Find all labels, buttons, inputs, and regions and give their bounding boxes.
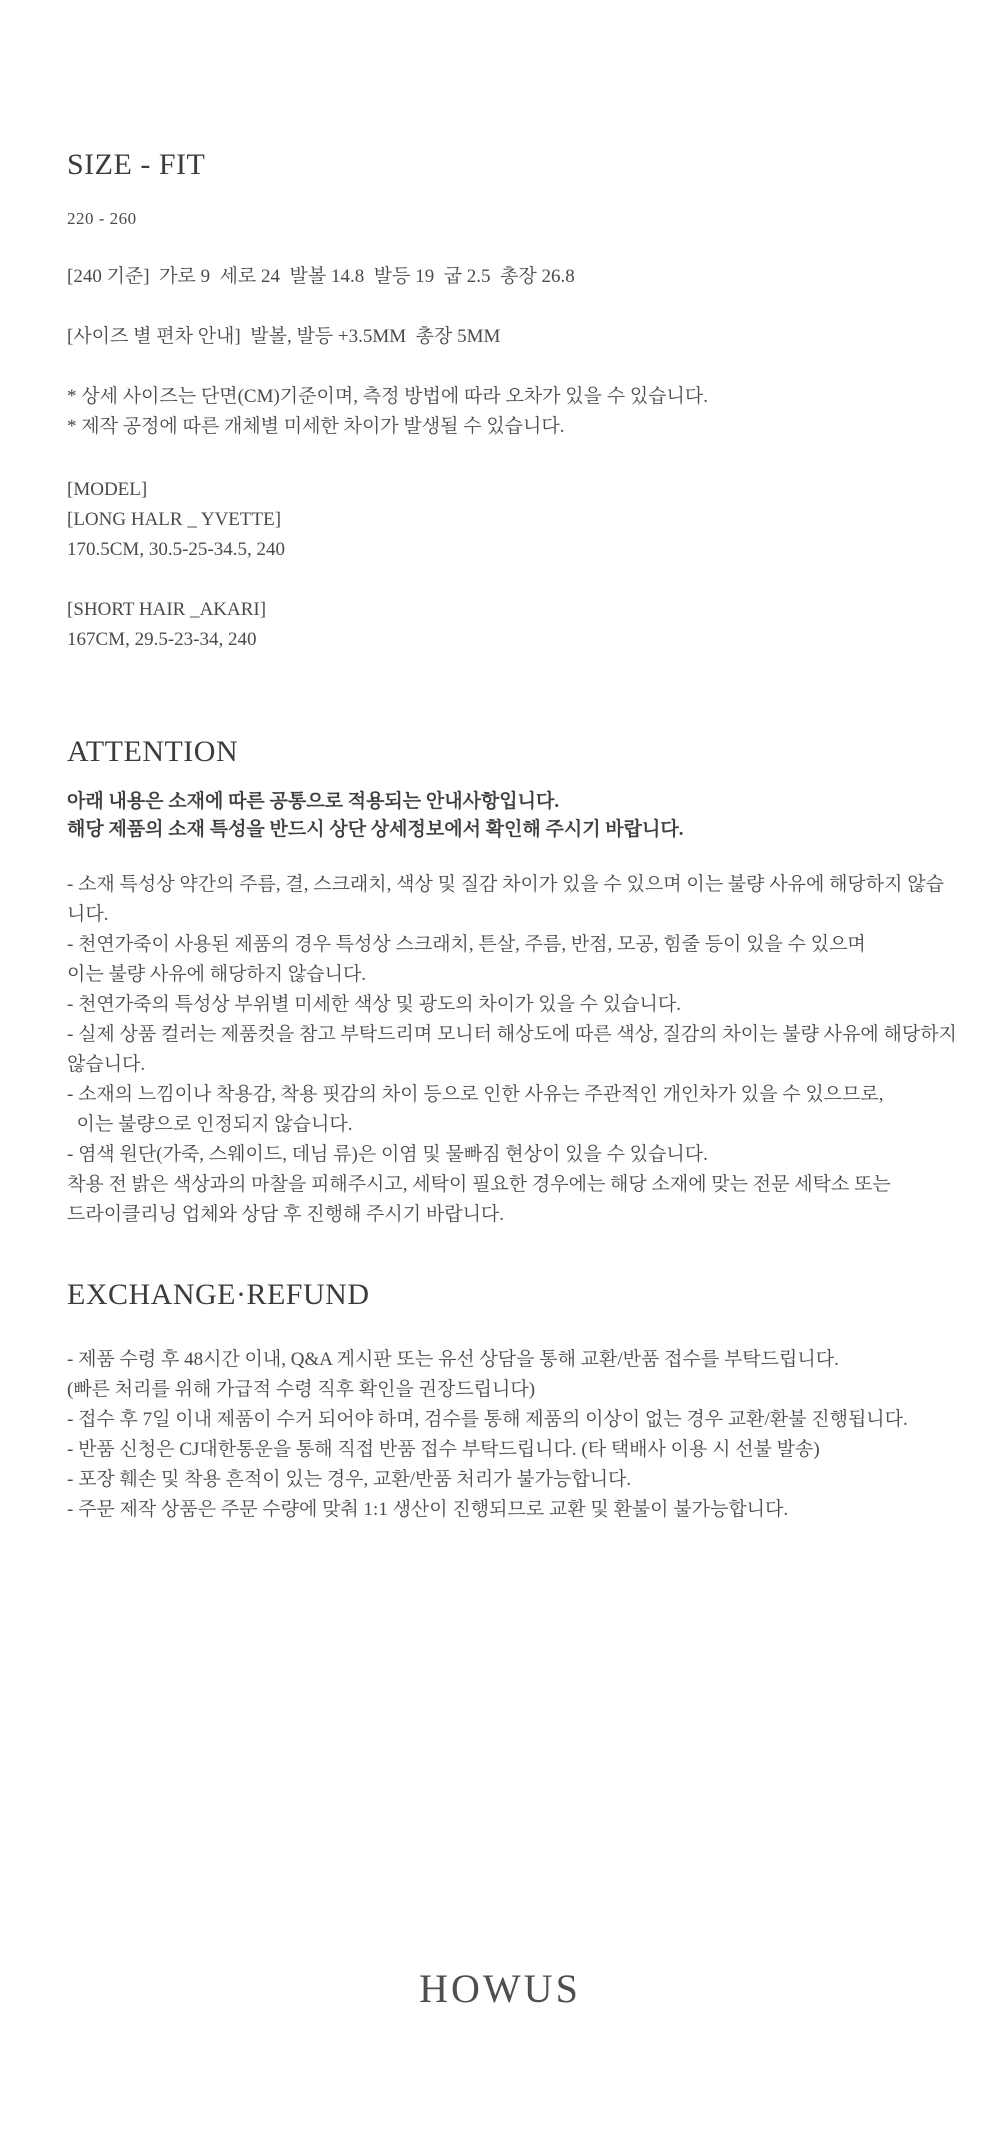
model-name: [LONG HALR _ YVETTE] <box>67 509 282 530</box>
attention-item: 이는 불량으로 인정되지 않습니다. <box>67 1114 353 1135</box>
size-note: * 제작 공정에 따른 개체별 미세한 차이가 발생될 수 있습니다. <box>67 416 565 437</box>
exchange-refund-item: - 접수 후 7일 이내 제품이 수거 되어야 하며, 검수를 통해 제품의 이상이 없는 경우 교환/환불 진행됩니다. <box>67 1409 908 1430</box>
exchange-refund-item: - 주문 제작 상품은 주문 수량에 맞춰 1:1 생산이 진행되므로 교환 및 환불이 불가능합니다. <box>67 1499 789 1520</box>
attention-item: - 소재의 느낌이나 착용감, 착용 핏감의 차이 등으로 인한 사유는 주관적인 개인차가 있을 수 있으므로, <box>67 1084 884 1105</box>
attention-intro <box>67 788 960 844</box>
model-info-short-hair <box>67 595 960 655</box>
measurement-line: [240 기준] 가로 9 세로 24 발볼 14.8 발등 19 굽 2.5 총장 26.8 <box>67 266 575 287</box>
attention-item: - 소재 특성상 약간의 주름, 결, 스크래치, 색상 및 질감 차이가 있을 수 있으며 이는 불량 사유에 해당하지 않습니다. <box>67 874 944 925</box>
attention-intro-line: 해당 제품의 소재 특성을 반드시 상단 상세정보에서 확인해 주시기 바랍니다. <box>67 819 684 840</box>
size-range: 220 - 260 <box>67 209 137 228</box>
attention-section <box>0 735 1000 1230</box>
model-label: [MODEL] <box>67 479 148 500</box>
brand-logo: HOWUS <box>419 1966 581 2011</box>
attention-item: - 실제 상품 컬러는 제품컷을 참고 부탁드리며 모니터 해상도에 따른 색상, 질감의 차이는 불량 사유에 해당하지 않습니다. <box>67 1024 962 1075</box>
model-name: [SHORT HAIR _AKARI] <box>67 599 267 620</box>
exchange-refund-item: - 포장 훼손 및 착용 흔적이 있는 경우, 교환/반품 처리가 불가능합니다. <box>67 1469 632 1490</box>
attention-heading: ATTENTION <box>67 735 239 768</box>
model-info-long-hair <box>67 475 960 565</box>
exchange-refund-section <box>0 1278 1000 1525</box>
model-spec: 170.5CM, 30.5-25-34.5, 240 <box>67 539 285 560</box>
size-fit-section <box>0 148 1000 655</box>
exchange-refund-item: - 반품 신청은 CJ대한통운을 통해 직접 반품 접수 부탁드립니다. (타 택배사 이용 시 선불 발송) <box>67 1439 820 1460</box>
size-fit-heading: SIZE - FIT <box>67 148 206 181</box>
attention-item: 이는 불량 사유에 해당하지 않습니다. <box>67 964 367 985</box>
exchange-refund-item: - 제품 수령 후 48시간 이내, Q&A 게시판 또는 유선 상담을 통해 교환/반품 접수를 부탁드립니다. <box>67 1349 839 1370</box>
exchange-refund-heading: EXCHANGE·REFUND <box>67 1278 370 1311</box>
size-deviation-line: [사이즈 별 편차 안내] 발볼, 발등 +3.5MM 총장 5MM <box>67 326 501 347</box>
attention-item: - 염색 원단(가죽, 스웨이드, 데님 류)은 이염 및 물빠짐 현상이 있을 수 있습니다. <box>67 1144 708 1165</box>
attention-intro-line: 아래 내용은 소재에 따른 공통으로 적용되는 안내사항입니다. <box>67 791 560 812</box>
exchange-refund-list <box>67 1345 960 1525</box>
product-detail-page <box>0 148 1000 2013</box>
attention-item: - 천연가죽이 사용된 제품의 경우 특성상 스크래치, 튼살, 주름, 반점, 모공, 힘줄 등이 있을 수 있으며 <box>67 934 866 955</box>
attention-item: 착용 전 밝은 색상과의 마찰을 피해주시고, 세탁이 필요한 경우에는 해당 소재에 맞는 전문 세탁소 또는 <box>67 1174 891 1195</box>
size-note: * 상세 사이즈는 단면(CM)기준이며, 측정 방법에 따라 오차가 있을 수 있습니다. <box>67 386 708 407</box>
exchange-refund-item: (빠른 처리를 위해 가급적 수령 직후 확인을 권장드립니다) <box>67 1379 536 1400</box>
size-notes <box>67 382 960 442</box>
attention-list <box>67 870 960 1230</box>
model-spec: 167CM, 29.5-23-34, 240 <box>67 629 257 650</box>
attention-item: - 천연가죽의 특성상 부위별 미세한 색상 및 광도의 차이가 있을 수 있습니다. <box>67 994 681 1015</box>
attention-item: 드라이클리닝 업체와 상담 후 진행해 주시기 바랍니다. <box>67 1204 505 1225</box>
